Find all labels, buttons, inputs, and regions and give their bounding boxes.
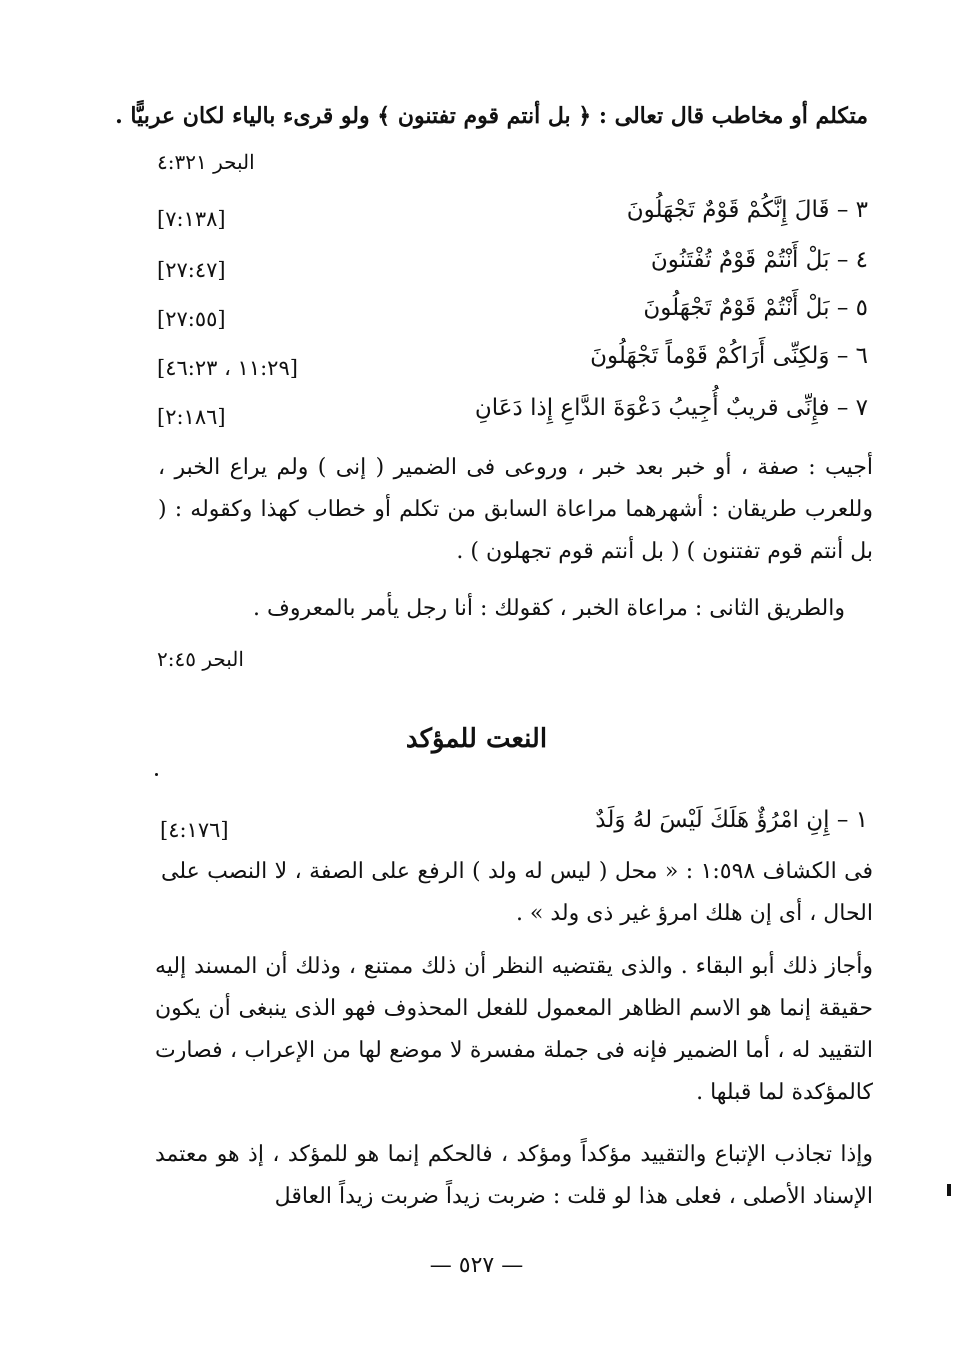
verse-reference: [٢٧:٤٧] xyxy=(157,258,226,282)
verse-item: ١ – إِنِ امْرُؤٌ هَلَكَ لَيْسَ لهُ وَلَدٌ xyxy=(595,807,868,833)
commentary-paragraph xyxy=(158,447,873,573)
verse-reference: [٤:١٧٦] xyxy=(160,818,229,842)
verse-item: ٧ – فإِنِّى قريبٌ أُجِيبُ دَعْوَةَ الدَّاعِ إِذا دَعَانِ xyxy=(474,395,868,421)
paragraph-text: فى الكشاف ١:٥٩٨ : « محل ( ليس له ولد ) الرفع على الصفة ، لا النصب على الحال ، أى إن هلك امرؤ غير ذى ولد » . xyxy=(161,859,873,926)
verse-item: ٥ – بَلْ أَنْتُمْ قَوْمٌ تَجْهَلُونَ xyxy=(643,295,868,321)
commentary-paragraph xyxy=(155,946,873,1114)
verse-item: ٣ – قَالَ إِنَّكُمْ قَوْمٌ تَجْهَلُونَ xyxy=(626,197,868,223)
page-number: — ٥٢٧ — xyxy=(429,1253,524,1278)
verse-item: ٤ – بَلْ أَنْتُمْ قَوْمٌ تُفْتَنُونَ xyxy=(650,247,868,273)
paragraph-text: وأجاز ذلك أبو البقاء . والذى يقتضيه النظر أن ذلك ممتنع ، وذلك أن المسند إليه حقيقة إنما هو الاسم الظاهر المعمول للفعل المحذوف فهو الذى ينبغى أن يكون التقييد له ، أما الضمير فإنه فى جملة مفسرة لا موضع لها من الإعراب ، فصارت كالمؤكدة لما قبلها . xyxy=(155,954,873,1105)
margin-mark xyxy=(947,1184,951,1196)
paragraph-text: وإذا تجاذب الإتباع والتقييد مؤكداً ومؤكد ، فالحكم إنما هو للمؤكد ، إذ هو معتمد الإسناد الأصلى ، فعلى هذا لو قلت : ضربت زيداً ضربت زيداً العاقل xyxy=(155,1142,873,1209)
commentary-paragraph: والطريق الثانى : مراعاة الخبر ، كقولك : أنا رجل يأمر بالمعروف . xyxy=(253,596,845,621)
verse-reference: [٢:١٨٦] xyxy=(157,405,226,429)
intro-source: البحر ٤:٣٢١ xyxy=(157,150,255,174)
section-heading: النعت للمؤكد xyxy=(405,724,548,754)
verse-reference: [٧:١٣٨] xyxy=(157,207,226,231)
paragraph-source: البحر ٢:٤٥ xyxy=(157,647,244,671)
intro-line: متكلم أو مخاطب قال تعالى : ﴿ بل أنتم قوم تفتنون ﴾ ولو قرىء بالياء لكان عربيًّا . xyxy=(115,103,868,129)
stray-dot xyxy=(155,773,158,776)
paragraph-text: أجيب : صفة ، أو خبر بعد خبر ، وروعى فى الضمير ( إنى ) ولم يراع الخبر ، وللعرب طريقان : أشهرهما مراعاة السابق من تكلم أو خطاب كهذا وكقوله : ( بل أنتم قوم تفتنون ) ( بل أنتم قوم تجهلون ) . xyxy=(158,455,873,564)
verse-reference: [١١:٢٩ ، ٤٦:٢٣] xyxy=(157,356,298,380)
commentary-paragraph xyxy=(161,851,873,935)
commentary-paragraph xyxy=(155,1134,873,1218)
verse-reference: [٢٧:٥٥] xyxy=(157,307,226,331)
verse-item: ٦ – وَلكِنِّى أَرَاكُمْ قَوْماً تَجْهَلُونَ xyxy=(590,343,868,369)
